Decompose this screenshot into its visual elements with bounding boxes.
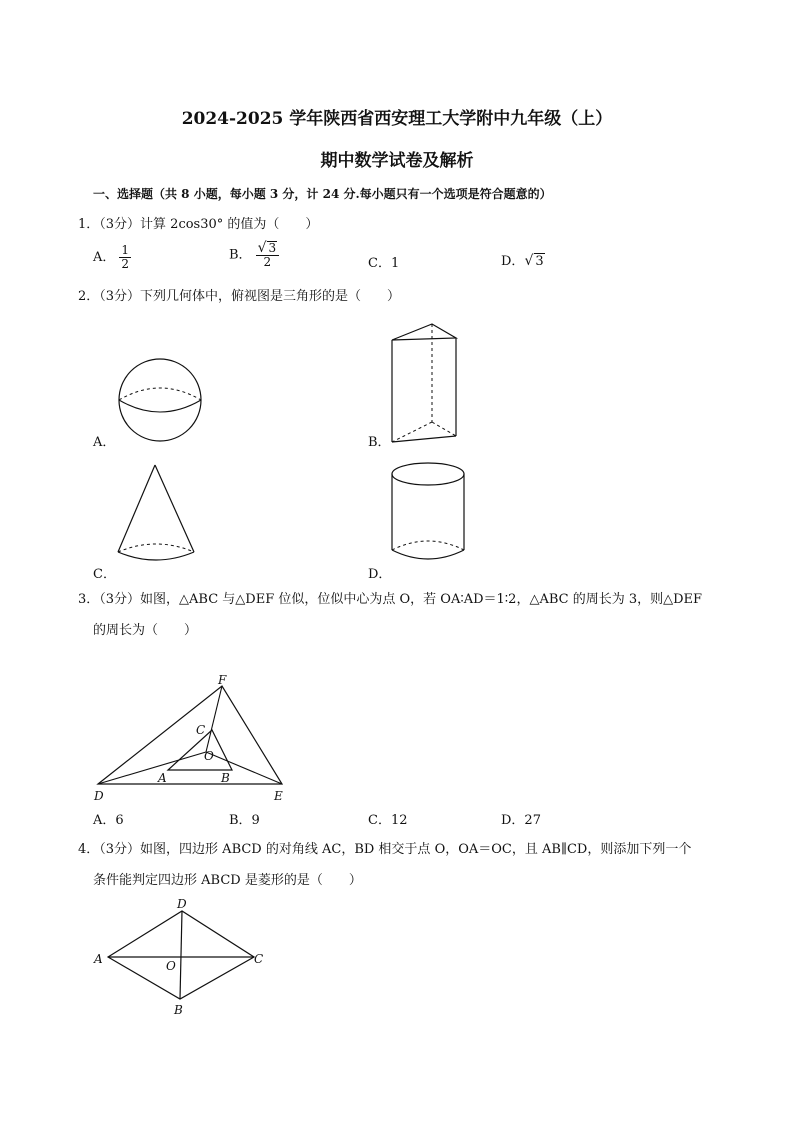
q3-option-d: D．27 — [501, 813, 541, 828]
q2-option-b: B． — [368, 435, 391, 450]
q2-option-c: C． — [93, 567, 116, 582]
label-F: F — [218, 673, 227, 687]
label-B: B — [221, 771, 230, 785]
question-4-stem-line2: 条件能判定四边形 ABCD 是菱形的是（ ） — [93, 873, 362, 888]
label-O: O — [204, 749, 214, 763]
question-3-stem-line1: 3．（3分）如图，△ABC 与△DEF 位似，位似中心为点 O，若 OA∶AD＝1∶2，△ABC 的周长为 3，则△DEF — [78, 592, 703, 607]
q3-option-a: A．6 — [93, 813, 124, 828]
label-D: D — [177, 897, 187, 911]
question-4-stem-line1: 4．（3分）如图，四边形 ABCD 的对角线 AC，BD 相交于点 O，OA＝OC，且 AB∥CD，则添加下列一个 — [78, 842, 692, 857]
label-D: D — [94, 789, 104, 803]
q1-option-d: D．√ 3 — [501, 253, 544, 269]
label-B: B — [174, 1003, 183, 1017]
label-C: C — [196, 723, 206, 737]
label-A: A — [158, 771, 167, 785]
rhombus-figure — [92, 895, 272, 1020]
label-A: A — [94, 952, 103, 966]
q3-option-b: B．9 — [229, 813, 260, 828]
q2-option-d: D． — [368, 567, 392, 582]
label-C: C — [254, 952, 264, 966]
q1-option-c: C．1 — [368, 256, 400, 271]
question-2-stem: 2．（3分）下列几何体中，俯视图是三角形的是（ ） — [78, 289, 401, 304]
section-heading: 一、选择题（共 8 小题，每小题 3 分，计 24 分.每小题只有一个选项是符合题意的） — [93, 187, 552, 201]
homothety-triangles-figure — [90, 672, 300, 808]
label-E: E — [274, 789, 283, 803]
triangular-prism-figure — [388, 320, 478, 446]
label-O: O — [166, 959, 176, 973]
q2-option-a: A． — [93, 435, 116, 450]
page-subtitle: 期中数学试卷及解析 — [320, 151, 474, 171]
sphere-figure — [112, 352, 208, 448]
q1-option-a: A． $\frac{1}{2}$ — [93, 243, 130, 271]
cone-figure — [112, 462, 202, 568]
q1-option-b: B． $\frac{√ 3}{2}$ — [229, 241, 279, 269]
question-3-stem-line2: 的周长为（ ） — [93, 623, 198, 638]
question-1-stem: 1．（3分）计算 2cos30° 的值为（ ） — [78, 217, 319, 232]
page-title: 2024-2025 学年陕西省西安理工大学附中九年级（上） — [181, 109, 613, 129]
cylinder-figure — [390, 458, 470, 570]
q3-option-c: C．12 — [368, 813, 408, 828]
